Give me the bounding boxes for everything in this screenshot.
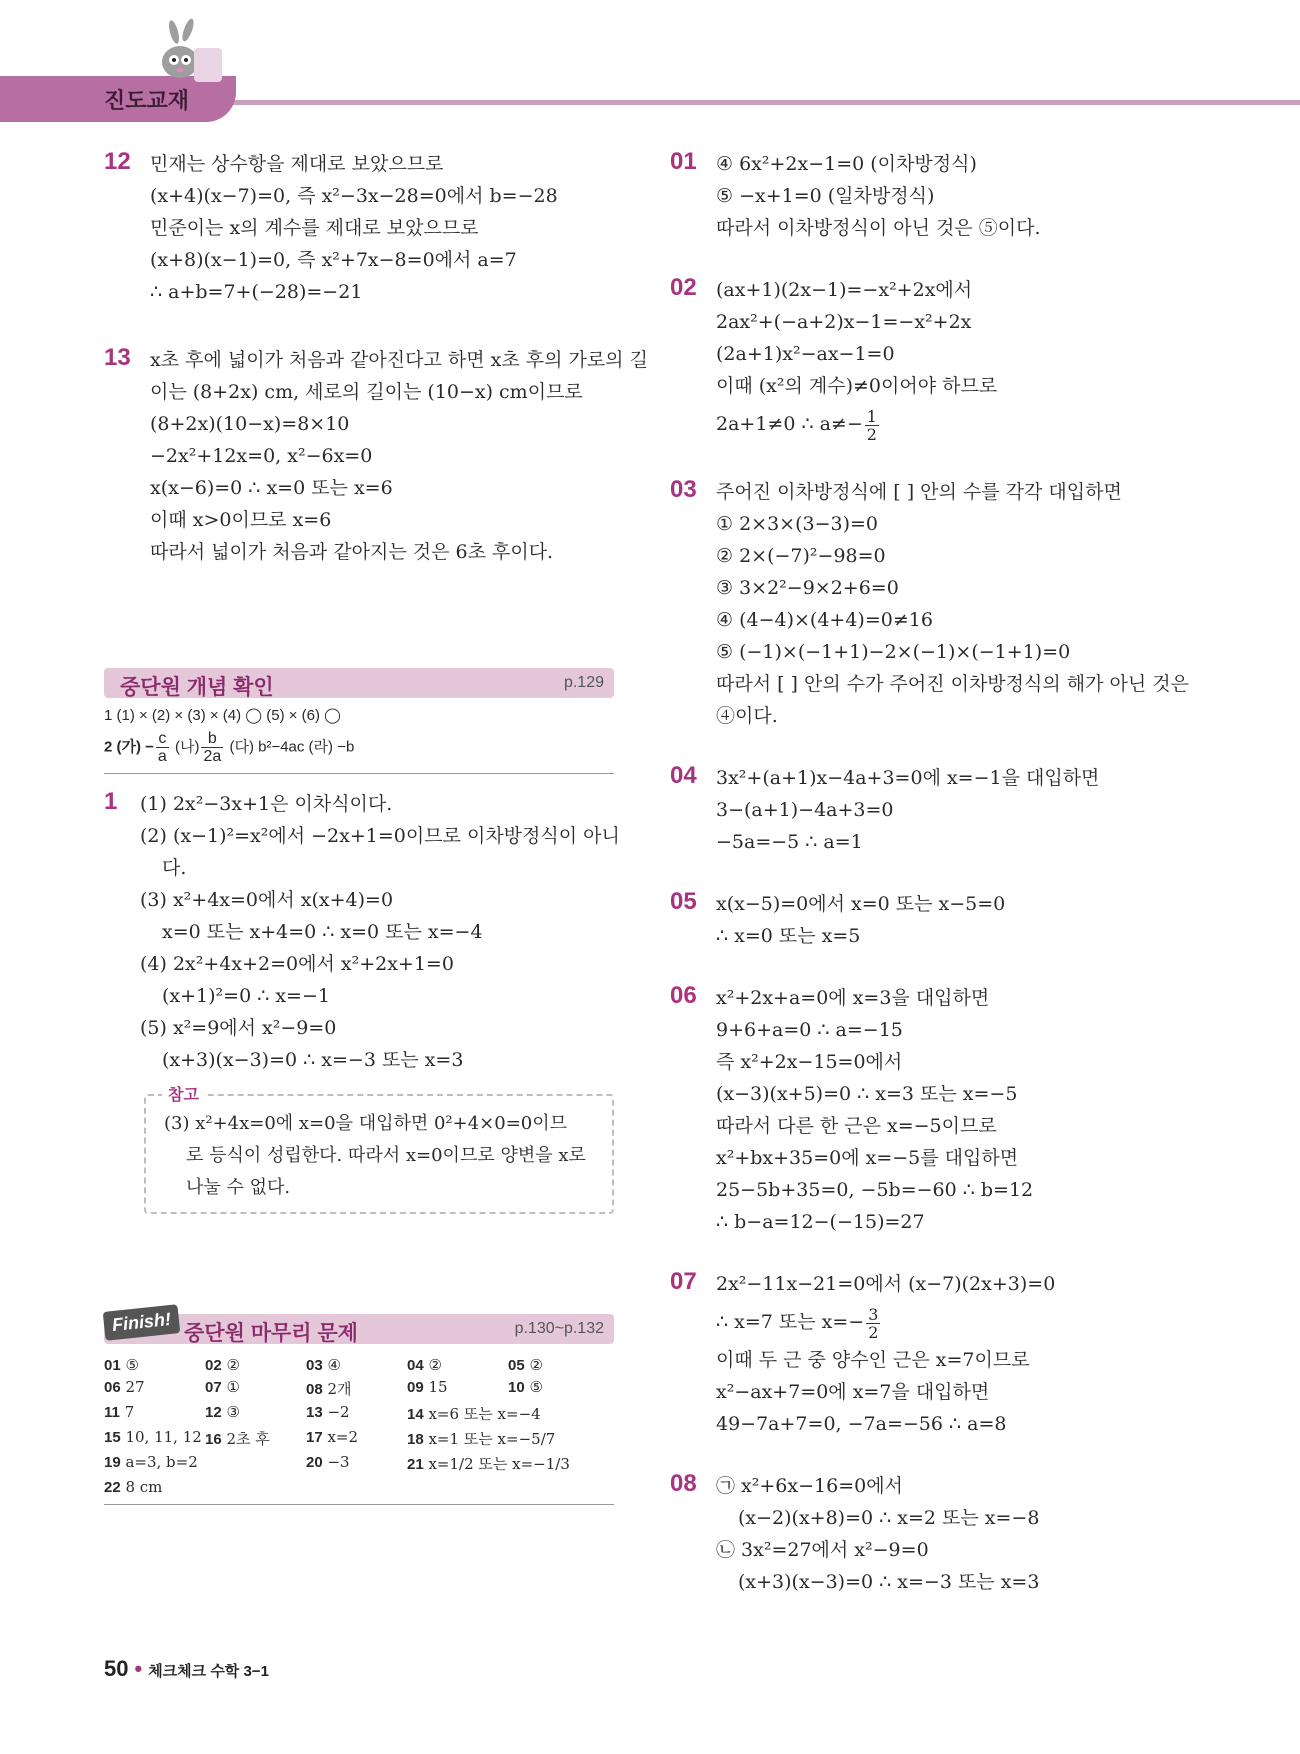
concept-answers-2 (104, 730, 614, 765)
solution-line: ② 2×(−7)²−98=0 (716, 545, 886, 567)
solution-line: ④이다. (716, 705, 778, 727)
answer-cell: 21 x=1/2 또는 x=−1/3 (407, 1455, 570, 1473)
solution-line: 이때 x>0이므로 x=6 (150, 509, 332, 531)
numerator: b (201, 730, 223, 748)
solution-line: ㉡ 3x²=27에서 x²−9=0 (716, 1539, 929, 1561)
answer-cell: 14 x=6 또는 x=−4 (407, 1405, 541, 1423)
problem-12 (104, 148, 614, 308)
solution-line: 따라서 [ ] 안의 수가 주어진 이차방정식의 해가 아닌 것은 (716, 673, 1189, 695)
solution-line: x=0 또는 x+4=0 ∴ x=0 또는 x=−4 (162, 921, 483, 943)
answer-cell: 03 ④ (306, 1356, 341, 1374)
solution-line: (x−2)(x+8)=0 ∴ x=2 또는 x=−8 (738, 1507, 1040, 1529)
reference-note (144, 1087, 614, 1214)
solution-line: ⑤ (−1)×(−1+1)−2×(−1)×(−1+1)=0 (716, 641, 1071, 663)
solution-line: (8+2x)(10−x)=8×10 (150, 413, 350, 435)
denominator: a (157, 748, 167, 765)
solution-line: 9+6+a=0 ∴ a=−15 (716, 1019, 903, 1041)
solution-line: 주어진 이차방정식에 [ ] 안의 수를 각각 대입하면 (716, 481, 1122, 503)
problem-1 (104, 788, 620, 1214)
problem-number: 12 (104, 148, 131, 175)
problem-01 (670, 148, 1200, 244)
solution-line: 2x²−11x−21=0에서 (x−7)(2x+3)=0 (716, 1273, 1056, 1295)
concept-answers-1: 1 (1) × (2) × (3) × (4) ◯ (5) × (6) ◯ (104, 707, 341, 724)
answer-text: 2 (가) − (104, 738, 154, 756)
section-page-ref: p.129 (563, 674, 604, 691)
solution-line: 이는 (8+2x) cm, 세로의 길이는 (10−x) cm이므로 (150, 381, 583, 403)
solution-line: 이때 두 근 중 양수인 근은 x=7이므로 (716, 1349, 1030, 1371)
note-line: (3) x²+4x=0에 x=0을 대입하면 0²+4×0=0이므 (164, 1113, 568, 1134)
answer-cell: 20 −3 (306, 1453, 350, 1471)
section-title: 중단원 마무리 문제 (184, 1322, 358, 1345)
problem-number: 02 (670, 274, 697, 301)
answer-cell: 13 −2 (306, 1403, 350, 1421)
problem-number: 04 (670, 762, 697, 789)
solution-line: x²−ax+7=0에 x=7을 대입하면 (716, 1381, 990, 1403)
answer-text: (나) (175, 738, 200, 756)
page-number: 50 (104, 1656, 129, 1681)
answer-cell: 19 a=3, b=2 (104, 1453, 198, 1471)
solution-line: (ax+1)(2x−1)=−x²+2x에서 (716, 279, 973, 301)
solution-line: ④ (4−4)×(4+4)=0≠16 (716, 609, 933, 631)
solution-line: ∴ a+b=7+(−28)=−21 (150, 281, 363, 303)
answer-cell: 16 2초 후 (205, 1430, 270, 1448)
problem-number: 06 (670, 982, 697, 1009)
solution-line: 따라서 이차방정식이 아닌 것은 ⑤이다. (716, 217, 1041, 239)
divider (104, 1504, 614, 1505)
solution-line: ㉠ x²+6x−16=0에서 (716, 1475, 903, 1497)
answer-text: (다) b²−4ac (라) −b (229, 738, 355, 756)
solution-line: (x+3)(x−3)=0 ∴ x=−3 또는 x=3 (162, 1049, 464, 1071)
answer-cell: 10 ⑤ (508, 1378, 543, 1396)
problem-number: 01 (670, 148, 697, 175)
solution-line: ① 2×3×(3−3)=0 (716, 513, 879, 535)
solution-line: (x+8)(x−1)=0, 즉 x²+7x−8=0에서 a=7 (150, 249, 517, 271)
solution-line: (2) (x−1)²=x²에서 −2x+1=0이므로 이차방정식이 아니 (140, 825, 620, 847)
problem-04 (670, 762, 1200, 858)
solution-line: 49−7a+7=0, −7a=−56 ∴ a=8 (716, 1413, 1007, 1435)
header-label: 진도교재 (104, 88, 190, 113)
fraction (156, 730, 169, 765)
solution-line: ④ 6x²+2x−1=0 (이차방정식) (716, 153, 977, 175)
answer-cell: 22 8 cm (104, 1478, 163, 1496)
problem-number: 13 (104, 344, 131, 371)
book-title: 체크체크 수학 3−1 (148, 1663, 269, 1680)
solution-line: 3−(a+1)−4a+3=0 (716, 799, 894, 821)
note-line: 로 등식이 성립한다. 따라서 x=0이므로 양변을 x로 (186, 1145, 586, 1166)
solution-line: ③ 3×2²−9×2+6=0 (716, 577, 899, 599)
note-line: 나눌 수 없다. (186, 1177, 291, 1198)
solution-line: (x+3)(x−3)=0 ∴ x=−3 또는 x=3 (738, 1571, 1040, 1593)
solution-line: 2ax²+(−a+2)x−1=−x²+2x (716, 311, 972, 333)
solution-line: 민준이는 x의 계수를 제대로 보았으므로 (150, 217, 479, 239)
solution-line: 즉 x²+2x−15=0에서 (716, 1051, 903, 1073)
answer-cell: 08 2개 (306, 1380, 352, 1398)
solution-line: (x−3)(x+5)=0 ∴ x=3 또는 x=−5 (716, 1083, 1018, 1105)
note-tag: 참고 (162, 1082, 205, 1105)
solution-line: (x+4)(x−7)=0, 즉 x²−3x−28=0에서 b=−28 (150, 185, 558, 207)
answer-cell: 15 10, 11, 12 (104, 1428, 202, 1446)
problem-number: 03 (670, 476, 697, 503)
solution-line: ∴ x=7 또는 x=− $\frac{3}{2}$ (716, 1304, 879, 1342)
rabbit-mascot-icon (150, 18, 230, 88)
solution-line: (2a+1)x²−ax−1=0 (716, 343, 895, 365)
page-footer (104, 1656, 269, 1682)
solution-line: −2x²+12x=0, x²−6x=0 (150, 445, 373, 467)
answer-cell: 02 ② (205, 1356, 240, 1374)
denominator: 2a (203, 748, 222, 765)
section-header (104, 668, 614, 698)
answer-cell: 07 ① (205, 1378, 240, 1396)
answer-cell: 12 ③ (205, 1403, 240, 1421)
answer-cell: 05 ② (508, 1356, 543, 1374)
solution-line: x²+bx+35=0에 x=−5를 대입하면 (716, 1147, 1019, 1169)
solution-line: ∴ x=0 또는 x=5 (716, 925, 861, 947)
solution-line: −5a=−5 ∴ a=1 (716, 831, 863, 853)
answer-grid (104, 1356, 614, 1496)
problem-07 (670, 1268, 1200, 1440)
fraction (201, 730, 223, 765)
solution-line: (x+1)²=0 ∴ x=−1 (162, 985, 330, 1007)
solution-line: 25−5b+35=0, −5b=−60 ∴ b=12 (716, 1179, 1034, 1201)
problem-03 (670, 476, 1200, 732)
solution-line: x²+2x+a=0에 x=3을 대입하면 (716, 987, 990, 1009)
fraction: $\frac{3}{2}$ (868, 1304, 879, 1342)
divider (104, 773, 614, 774)
solution-line: 따라서 넓이가 처음과 같아지는 것은 6초 후이다. (150, 541, 554, 563)
finish-section (104, 1308, 614, 1505)
solution-line: ∴ b−a=12−(−15)=27 (716, 1211, 925, 1233)
problem-08 (670, 1470, 1200, 1598)
answer-cell: 18 x=1 또는 x=−5/7 (407, 1430, 556, 1448)
problem-06 (670, 982, 1200, 1238)
solution-line: ⑤ −x+1=0 (일차방정식) (716, 185, 935, 207)
concept-check-section (104, 668, 614, 774)
finish-badge: Finish! (103, 1304, 181, 1341)
solution-line: 3x²+(a+1)x−4a+3=0에 x=−1을 대입하면 (716, 767, 1100, 789)
solution-line: x초 후에 넓이가 처음과 같아진다고 하면 x초 후의 가로의 길 (150, 349, 648, 371)
solution-line: (4) 2x²+4x+2=0에서 x²+2x+1=0 (140, 953, 454, 975)
solution-line: (3) x²+4x=0에서 x(x+4)=0 (140, 889, 394, 911)
answer-cell: 17 x=2 (306, 1428, 359, 1446)
solution-line: x(x−6)=0 ∴ x=0 또는 x=6 (150, 477, 393, 499)
right-column (670, 148, 1200, 1628)
problem-02 (670, 274, 1200, 446)
solution-line: 2a+1≠0 ∴ a≠− $\frac{1}{2}$ (716, 406, 877, 444)
bullet-icon: • (134, 1656, 143, 1681)
fraction: $\frac{1}{2}$ (866, 406, 877, 444)
solution-line: 이때 (x²의 계수)≠0이어야 하므로 (716, 375, 998, 397)
problem-number: 08 (670, 1470, 697, 1497)
section-title: 중단원 개념 확인 (120, 676, 274, 699)
problem-13 (104, 344, 648, 568)
answer-cell: 06 27 (104, 1378, 145, 1396)
solution-line: (1) 2x²−3x+1은 이차식이다. (140, 793, 393, 815)
problem-number: 07 (670, 1268, 697, 1295)
solution-line: 다. (162, 857, 187, 879)
problem-number: 05 (670, 888, 697, 915)
numerator: c (156, 730, 169, 748)
answer-cell: 04 ② (407, 1356, 442, 1374)
solution-line: x(x−5)=0에서 x=0 또는 x−5=0 (716, 893, 1006, 915)
problem-05 (670, 888, 1200, 952)
section-header (104, 1308, 614, 1345)
left-column (104, 148, 648, 1519)
answer-cell: 11 7 (104, 1403, 135, 1421)
solution-line: 따라서 다른 한 근은 x=−5이므로 (716, 1115, 997, 1137)
solution-line: (5) x²=9에서 x²−9=0 (140, 1017, 337, 1039)
problem-number: 1 (104, 788, 118, 815)
answer-cell: 09 15 (407, 1378, 448, 1396)
solution-line: 민재는 상수항을 제대로 보았으므로 (150, 153, 444, 175)
answer-cell: 01 ⑤ (104, 1356, 139, 1374)
section-page-ref: p.130~p.132 (514, 1320, 604, 1337)
header-rule (200, 100, 1300, 105)
